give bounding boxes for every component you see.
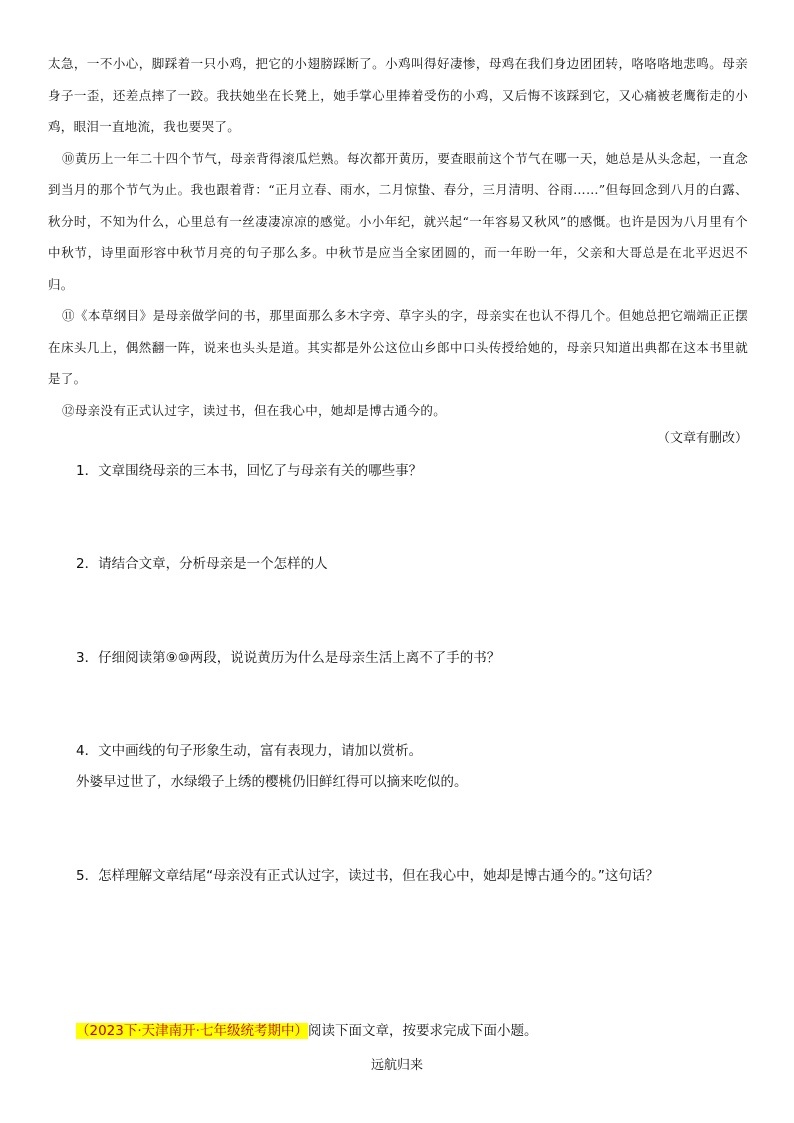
question-2: 2．请结合文章，分析母亲是一个怎样的人: [76, 556, 328, 572]
instruction-text: 阅读下面文章，按要求完成下面小题。: [307, 1023, 538, 1039]
reading-passage: [48, 52, 748, 426]
passage-paragraph-9-end: 太急，一不小心，脚踩着一只小鸡，把它的小翅膀踩断了。小鸡叫得好凄惨，母鸡在我们身边团团转，咯咯咯地悲鸣。母亲身子一歪，还差点摔了一跤。我扶她坐在长凳上，她手掌心里捧着受伤的小鸡，又后悔不该踩到它，又心痛被老鹰衔走的小鸡，眼泪一直地流，我也要哭了。: [48, 56, 748, 134]
question-4: 4．文中画线的句子形象生动，富有表现力，请加以赏析。: [76, 743, 423, 759]
question-4-quoted-sentence: 外婆早过世了，水绿缎子上绣的樱桃仍旧鲜红得可以摘来吃似的。: [76, 774, 468, 790]
abridged-note: （文章有删改）: [656, 431, 748, 446]
next-section-intro: [76, 1021, 537, 1041]
question-3: 3．仔细阅读第⑨⑩两段，说说黄历为什么是母亲生活上离不了手的书？: [76, 650, 501, 666]
passage-paragraph-11: ⑪《本草纲目》是母亲做学问的书，那里面那么多木字旁、草字头的字，母亲实在也认不得几个。但她总把它端端正正摆在床头几上，偶然翻一阵，说来也头头是道。其实都是外公这位山乡郎中口头传授给她的，母亲只知道出典都在这本书里就是了。: [48, 308, 748, 386]
question-5: 5．怎样理解文章结尾“母亲没有正式认过字，读过书，但在我心中，她却是博古通今的。”这句话？: [76, 868, 659, 884]
passage-paragraph-10: ⑩黄历上一年二十四个节气，母亲背得滚瓜烂熟。每次都开黄历，要查眼前这个节气在哪一天，她总是从头念起，一直念到当月的那个节气为止。我也跟着背：“正月立春、雨水，二月惊蛰、春分，三月清明、谷雨……”但每回念到八月的白露、秋分时，不知为什么，心里总有一丝凄凄凉凉的感觉。小小年纪，就兴起“一年容易又秋风”的感慨。也许是因为八月里有个中秋节，诗里面形容中秋节月亮的句子那么多。中秋节是应当全家团圆的，而一年盼一年，父亲和大哥总是在北平迟迟不归。: [48, 150, 748, 292]
next-article-title: 远航归来: [370, 1058, 423, 1073]
source-tag: （2023下·天津南开·七年级统考期中）: [76, 1023, 308, 1039]
question-1: 1．文章围绕母亲的三本书，回忆了与母亲有关的哪些事？: [76, 463, 423, 479]
passage-paragraph-12: ⑫母亲没有正式认过字，读过书，但在我心中，她却是博古通今的。: [62, 402, 447, 418]
